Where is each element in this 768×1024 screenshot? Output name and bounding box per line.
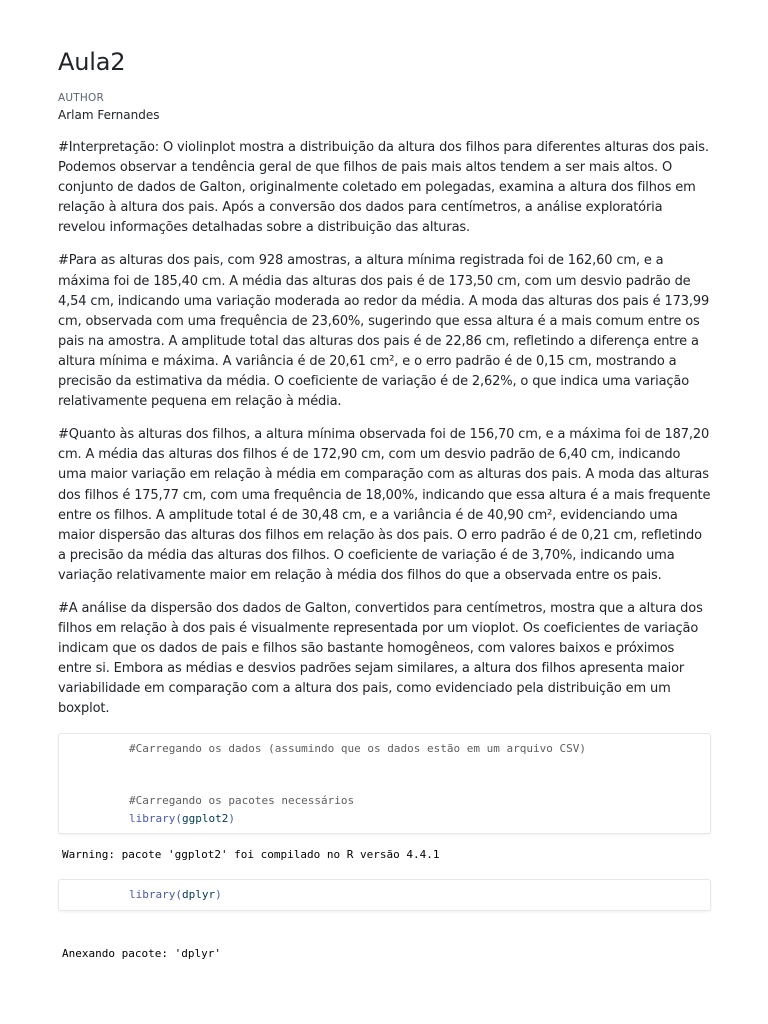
code-blank-line [129, 775, 698, 793]
output-attaching-dplyr: Anexando pacote: 'dplyr' [62, 946, 221, 960]
code-function-name: library [129, 888, 176, 902]
code-argument: dplyr [181, 888, 216, 902]
code-comment-load-packages: #Carregando os pacotes necessários [129, 794, 355, 808]
page-title: Aula2 [58, 48, 126, 76]
output-warning-ggplot2: Warning: pacote 'ggplot2' foi compilado no R versão 4.4.1 [62, 848, 440, 862]
code-line-library-ggplot2 [129, 810, 698, 828]
code-paren-close: ) [228, 811, 235, 825]
code-comment-load-data: #Carregando os dados (assumindo que os dados estão em um arquivo CSV) [129, 741, 586, 755]
code-line-library-dplyr [129, 886, 698, 904]
code-argument: ggplot2 [181, 811, 229, 825]
author-name: Arlam Fernandes [58, 108, 160, 122]
paragraph-dispersion-analysis: #A análise da dispersão dos dados de Galton, convertidos para centímetros, mostra que a altura dos filhos em relação à dos pais é visualmente representada por um vioplot. Os coeficientes de variação indicam que os dados de pais e filhos são bastante homogêneos, com valores baixos e próximos entre si. Embora as médias e desvios padrões sejam similares, a altura dos filhos apresenta maior variabilidade em comparação com a altura dos pais, como evidenciado pela distribuição em um boxplot. [58, 600, 703, 717]
code-paren-open: ( [175, 811, 182, 825]
paragraph-children-heights: #Quanto às alturas dos filhos, a altura mínima observada foi de 156,70 cm, e a máxima foi de 187,20 cm. A média das alturas dos filhos é de 172,90 cm, com um desvio padrão de 6,40 cm, indicando uma maior variação em relação à média em comparação com as alturas dos pais. A moda das alturas dos filhos é 175,77 cm, com uma frequência de 18,00%, indicando que essa altura é a mais frequente entre os filhos. A amplitude total é de 30,48 cm, e a variância é de 40,90 cm², evidenciando uma maior dispersão das alturas dos filhos em relação às dos pais. O erro padrão é de 0,21 cm, refletindo a precisão da média das alturas dos filhos. O coeficiente de variação é de 3,70%, indicando uma variação relativamente maior em relação à média dos filhos do que a observada entre os pais. [58, 427, 711, 583]
code-blank-line [129, 757, 698, 775]
code-paren-close: ) [215, 888, 222, 902]
author-heading: AUTHOR [58, 92, 104, 104]
paragraph-parents-heights: #Para as alturas dos pais, com 928 amostras, a altura mínima registrada foi de 162,60 cm, e a máxima foi de 185,40 cm. A média das alturas dos pais é de 173,50 cm, com um desvio padrão de 4,54 cm, indicando uma variação moderada ao redor da média. A moda das alturas dos pais é 173,99 cm, observada com uma frequência de 23,60%, sugerindo que essa altura é a mais comum entre os pais na amostra. A amplitude total das alturas dos pais é de 22,86 cm, refletindo a diferença entre a altura mínima e máxima. A variância é de 20,61 cm², e o erro padrão é de 0,15 cm, mostrando a precisão da estimativa da média. O coeficiente de variação é de 2,62%, o que indica uma variação relativamente pequena em relação à média. [58, 253, 710, 410]
paragraph-interpretation: #Interpretação: O violinplot mostra a distribuição da altura dos filhos para diferentes alturas dos pais. Podemos observar a tendência geral de que filhos de pais mais altos tendem a ser mais altos. O conjunto de dados de Galton, originalmente coletado em polegadas, examina a altura dos filhos em relação à altura dos pais. Após a conversão dos dados para centímetros, a análise exploratória revelou informações detalhadas sobre a distribuição das alturas. [58, 140, 709, 236]
code-function-name: library [129, 811, 176, 825]
code-block-library-dplyr[interactable] [58, 879, 711, 911]
code-block-load-packages[interactable] [58, 733, 711, 835]
code-paren-open: ( [175, 888, 182, 902]
